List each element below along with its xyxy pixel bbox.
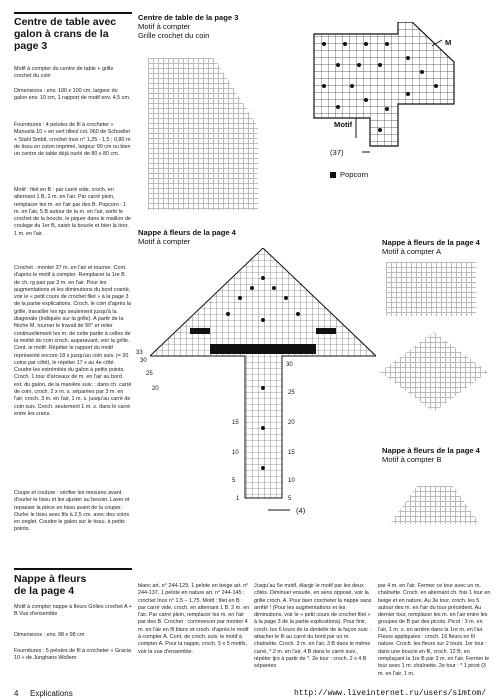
chart-a-heading [382, 238, 494, 256]
title-line-5: de la page 4 [14, 585, 75, 597]
chart-b-grid [390, 486, 480, 524]
source-url: http://www.liveinternet.ru/users/simtom/ [293, 689, 486, 698]
row-num: 20 [288, 420, 295, 426]
title-line-4: Nappe à fleurs [14, 573, 87, 585]
title-line-1: Centre de table avec [14, 16, 117, 28]
row-num: 10 [232, 450, 239, 456]
popcorn-legend-label: Popcorn [340, 170, 369, 179]
top-middle-sub2: Grille crochet du coin [138, 31, 210, 40]
intro2-paragraph: Motif à compter nappe à fleurs Grilles crochet A + B Vue d'ensemble [14, 604, 132, 618]
materials-paragraph: Fournitures : 4 pelotes de fil à crocheter « Manuela 10 » en vert tilleul col. 060 de Schoeller + Stahl Smbtl, crochet Inox n° 1,25 - 1,5 ; 0,80 m de tissu en coton imprimé, largeur 90 cm ou bien un centre de table déjà ourlé de 80 x 80 cm. [14, 122, 131, 158]
top-middle-title: Centre de table de la page 3 [138, 13, 239, 22]
motif-label: Motif [334, 120, 353, 129]
big-chart-svg [150, 248, 376, 523]
row-num: 30 [140, 358, 147, 364]
row-num: 25 [146, 371, 153, 377]
chart-b-sub: Motif à compter B [382, 455, 442, 464]
popcorn-legend-icon [330, 172, 336, 178]
crochet-paragraph: Crochet : monter 37 m. en l'air et tourner. Cont. d'après le motif à compter. Remplacer la 1re B de ch. rg pair par 3 m. en l'air. Pour les augmentations et les diminutions du bord cranté, voir le « petit cours de crochet filet » à la page 3 de la partie explications. Croch. le coin d'après la grille, travailler les rgs seulement jusqu'à la diagonale (indiquée sur la grille). A partir de la flèche M, tourner le travail de 90° et relier continuellement les m. de cette partie à celles de la moitié du coin croch. auparavant, voir la grille. Cont. le motif. Répéter le rapport du motif représenté encore 18 x jusqu'au coin suiv. (= 20 coins par côté), le répéter 17 x au 4e côté. Coudre les extrémités du galon à petits points. Croch. 1 tour d'arceaux de m. en l'air au bord ext. du galon, de la manière suiv. : dans ch. carré de coin, croch. 2 x m. s. séparées par 3 m. en l'air, croch. 3 m. en l'air, 1 m. s. jusqu'au carré de coin suiv. Croch. seulement 1 m. s. dans le carré entre les crans. [14, 265, 132, 417]
bottom-col-2: Jusqu'au 5e motif, élargir le motif par les deux côtés. Diminuer ensuite, en sens opposé, voir la grille croch. A. Pour bien crocheter la nappe sans arrêté ! (Pour les augmentations et les diminutions, voir le « petit cours de crochet filet » à la page 3 de la partie explications). Pour finir, croch. les 6 tours de la dentelle de la façon suiv. : attacher le fil au carré du bord par un m. chaînette. Croch. 3 m. en l'air, 3 B dans le même carré, * 2 m. en l'air, 4 B dans le carré suiv., répéter tjrs à partir de *. 2e tour : croch. 2 x 4 B séparées [254, 583, 372, 670]
big-chart-heading [138, 228, 318, 246]
row-num: 30 [286, 362, 293, 368]
bottom-col-1: blanc art. n° 244-129, 1 pelote en beige art. n° 244-137, 1 pelote en nature art. n° 244-145 ; crochet Inox n° 1,5 – 1,75. Motif : filet en B : par carré vide, croch. en alternant 1 B, 2 m. en l'air. Par carré plein, remplacer les m. en l'air par des B. Crochet : commencer par monter 4 m. en l'air en fil blanc et croch. d'après le motif à compter A. Cont. de croch. suiv. le motif à compter A. Pour la nappe, croch. 5 x 5 motifs, voir la vue d'ensemble. [138, 583, 250, 655]
row-num: 25 [288, 390, 295, 396]
row-num: 5 [232, 478, 236, 484]
bottom-col-3: par 4 m. en l'air. Fermer ce tour avec un m. chaînette. Croch. en alternant ch. fois 1 tour en beige et en nature. Au 3e tour, croch. les 5 autour des m. en l'air du tour précédent. Au dernier tour, remplacer les m. en l'air entre les groupes de B par des picots. Picot : 3 m. en l'air, 1 m. s. en arrière dans la 1re m. en l'air. Fleurs appliquées : croch. 16 fleurs en fil nature. Croch. les fleurs sur 2 tours. 1er tour : dans une boucle en fil, croch. 12 B, en remplaçant la 1re B par 3 m. en l'air. Fermer le tour avec 1 m. chaînette. 2e tour : * 1 picot (3 m. en l'air, 1 m. [378, 583, 491, 677]
materials2-paragraph: Fournitures : 5 pelotes de fil à crocheter « Gracia 10 » de Junghans Wollem [14, 648, 131, 662]
big-chart-title: Nappe à fleurs de la page 4 [138, 228, 236, 237]
dimensions2-paragraph: Dimensions : env. 98 x 98 cm [14, 632, 85, 638]
section-rule-bottom [14, 568, 132, 570]
chart-a-diamond [380, 332, 488, 412]
second-section-title [14, 573, 132, 597]
intro-paragraph: Motif à compter du centre de table + grille crochet du coin [14, 66, 114, 80]
row-num: 10 [288, 478, 295, 484]
faint-corner-grid [148, 58, 258, 210]
stitch-paragraph: Motif : filet en B : par carré vide, croch. en alternant 1 B, 2 m. en l'air. Par carré plein, remplacer les m. en l'air par des B. Popcorn : 1 m. en l'air, 5 B autour de la m. en l'air, sortir le crochet de la boucle, le piquer dans le maillon de coulage du 1er B, saisir la boucle et bien la tirer, 1 m. en l'air. [14, 187, 131, 237]
sewing-paragraph: Coupe et couture : vérifier les mesures avant d'ourler le tissu et les ajuster au besoin. Laver et repasser la pièce en tissu avant de la couper. Ourler le tissu avec fils à 2,5 cm. avec des coins en onglet. Coudre le galon sur le tissu, à petits points. [14, 490, 130, 533]
marker-m-label: M [445, 38, 452, 47]
chart-b-heading [382, 446, 494, 464]
section-title [14, 16, 132, 52]
chart-a-sub: Motif à compter A [382, 247, 442, 256]
page-number: 4 [14, 689, 19, 698]
row-num: 33 [136, 350, 143, 356]
row-label: (37) [330, 148, 344, 157]
chart-b-title: Nappe à fleurs de la page 4 [382, 446, 480, 455]
row-num: 20 [152, 386, 159, 392]
row-num: 5 [288, 496, 292, 502]
section-rule-top [14, 12, 132, 14]
big-chart-sub: Motif à compter [138, 237, 191, 246]
title-line-2: galon à crans de la [14, 28, 109, 40]
big-chart-arrow-label: (4) [296, 506, 306, 515]
top-middle-sub1: Motif à compter [138, 22, 191, 31]
top-middle-heading [138, 13, 308, 40]
row-num: 15 [232, 420, 239, 426]
chart-a-title: Nappe à fleurs de la page 4 [382, 238, 480, 247]
row-num: 1 [236, 496, 240, 502]
chart-a-grid [386, 262, 476, 316]
title-line-3: page 3 [14, 40, 48, 52]
section-name: Explications [30, 689, 73, 698]
dimensions-paragraph: Dimensions : env. 100 x 100 cm, largeur du galon env. 10 cm, 1 rapport de motif env. 4,5 cm. [14, 88, 131, 102]
row-num: 15 [288, 450, 295, 456]
